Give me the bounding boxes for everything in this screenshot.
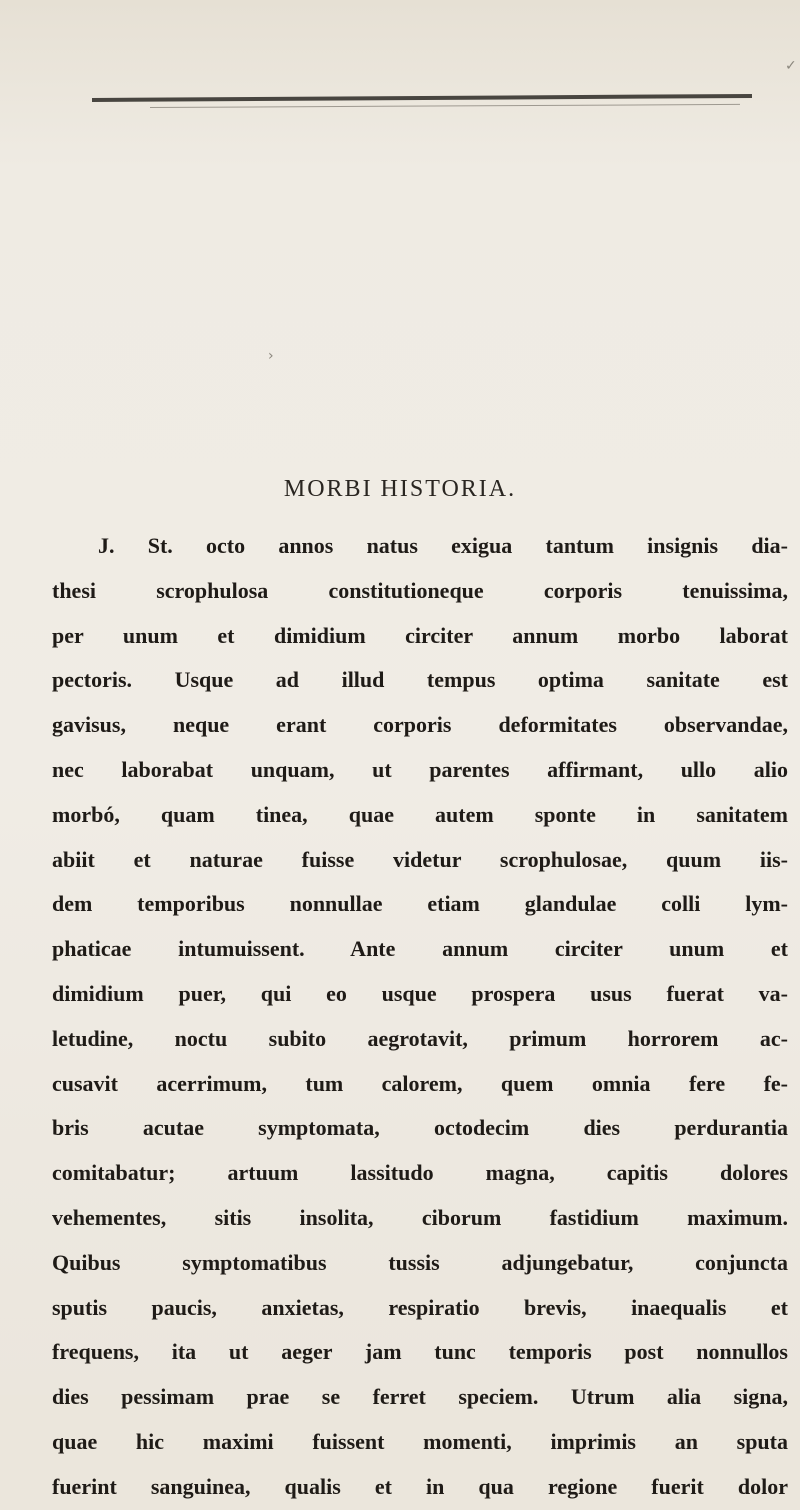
text-line: abiit et naturae fuisse videtur scrophulosae, quum iis- (52, 846, 788, 872)
body-text (52, 524, 788, 1510)
text-line: frequens, ita ut aeger jam tunc temporis post nonnullos (52, 1339, 788, 1365)
text-line: dies pessimam prae se ferret speciem. Utrum alia signa, (52, 1384, 788, 1410)
section-heading: MORBI HISTORIA. (283, 476, 517, 502)
text-line: fuerint sanguinea, qualis et in qua regione fuerit dolor (52, 1473, 788, 1499)
text-line: J. St. octo annos natus exigua tantum insignis dia- (98, 533, 788, 558)
text-line: quae hic maximi fuissent momenti, imprimis an sputa (52, 1428, 788, 1454)
text-line: cusavit acerrimum, tum calorem, quem omnia fere fe- (52, 1070, 788, 1096)
text-line: morbó, quam tinea, quae autem sponte in sanitatem (52, 801, 788, 827)
text-line: gavisus, neque erant corporis deformitates observandae, (52, 712, 788, 738)
text-line: vehementes, sitis insolita, ciborum fastidium maximum. (52, 1204, 788, 1230)
text-line: bris acutae symptomata, octodecim dies perdurantia (52, 1115, 788, 1141)
text-line: sputis paucis, anxietas, respiratio brevis, inaequalis et (52, 1294, 788, 1320)
bleed-mark: ✓ (785, 58, 797, 74)
text-line: comitabatur; artuum lassitudo magna, capitis dolores (52, 1160, 788, 1186)
top-rule (92, 94, 752, 102)
text-line: thesi scrophulosa constitutioneque corporis tenuissima, (52, 577, 788, 603)
text-line: Quibus symptomatibus tussis adjungebatur, conjuncta (52, 1249, 788, 1275)
text-line: dimidium puer, qui eo usque prospera usus fuerat va- (52, 980, 788, 1006)
bleed-mark: › (268, 348, 274, 364)
text-line: phaticae intumuissent. Ante annum circiter unum et (52, 936, 788, 962)
top-rule-thin (150, 104, 740, 108)
text-line: pectoris. Usque ad illud tempus optima sanitate est (52, 667, 788, 693)
text-line: per unum et dimidium circiter annum morbo laborat (52, 622, 788, 648)
text-line: nec laborabat unquam, ut parentes affirmant, ullo alio (52, 756, 788, 782)
text-line: dem temporibus nonnullae etiam glandulae colli lym- (52, 891, 788, 917)
text-line: letudine, noctu subito aegrotavit, primum horrorem ac- (52, 1025, 788, 1051)
